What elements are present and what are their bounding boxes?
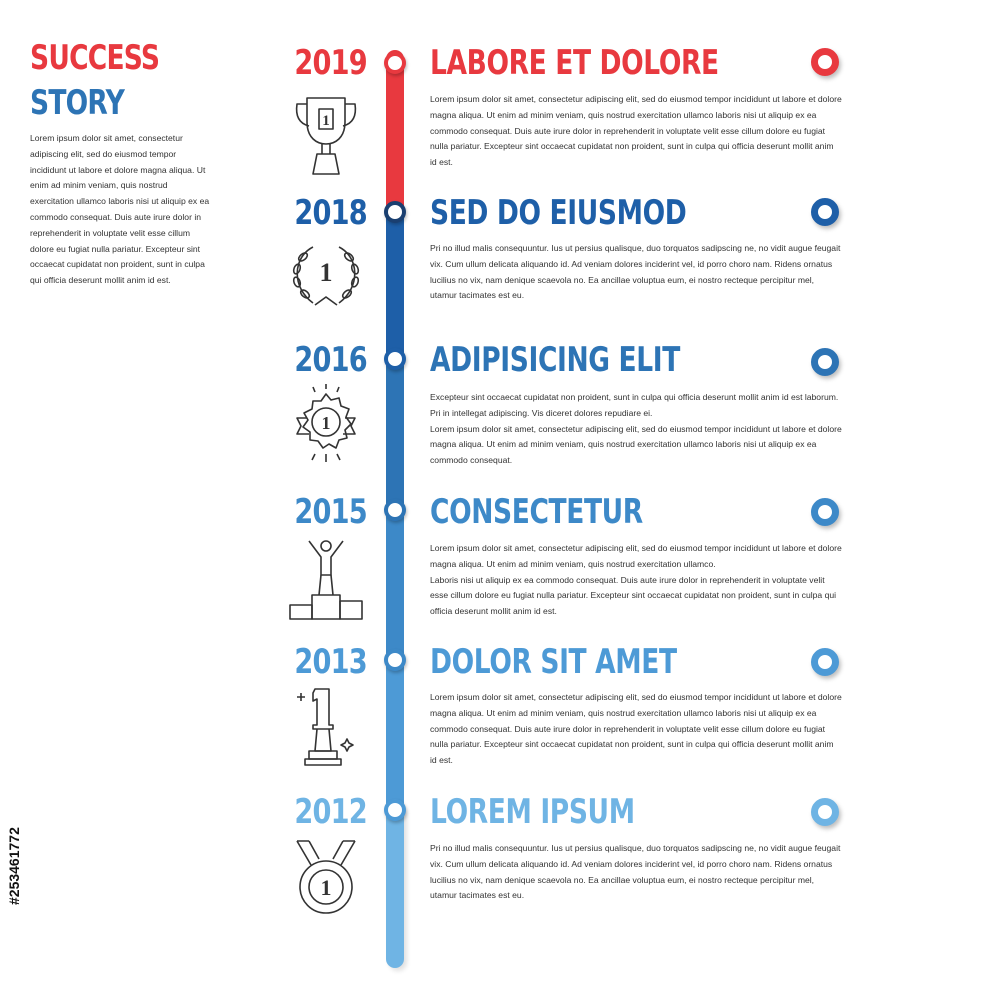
text-2018: Pri no illud malis consequuntur. Ius ut persius qualisque, duo torquatos sadipscing ne, no vidit augue feugait vix. Cum ullum delicata aliquando id. Ad veniam dolores inciderint vel, id porro choro nam. Ridens ornatus lucilius no vix, nam denique scaevola no. Ea ancillae voluptua eum, ei nostro recteque percipitur mel, utamur tacimates est eu. [430, 243, 841, 301]
year-2018: 2018 [294, 193, 367, 233]
timeline-node-2015 [384, 499, 406, 521]
timeline-segment-2012 [386, 808, 404, 968]
year-2016: 2016 [294, 340, 367, 380]
text-2015: Lorem ipsum dolor sit amet, consectetur adipiscing elit, sed do eiusmod tempor incididunt ut labore et dolore magna aliqua. Ut enim ad minim veniam, quis nostrud exercitation ullamco. Laboris nisi ut aliquip ex ea commodo consequat. Duis aute irure dolor in reprehenderit in voluptate velit esse cillum dolore eu fugiat nulla pariatur. Excepteur sint occaecat cupidatat non proident, sunt in culpa qui officia deserunt mollit anim id est. [430, 543, 842, 617]
timeline-segment-2018 [386, 208, 404, 358]
heading-2016: ADIPISICING ELIT [430, 340, 680, 380]
timeline-node-2016 [384, 348, 406, 370]
text-2019: Lorem ipsum dolor sit amet, consectetur adipiscing elit, sed do eiusmod tempor incididunt ut labore et dolore magna aliqua. Ut enim ad minim veniam, quis nostrud exercitation ullamco laboris nisi ut aliquip ex ea commodo consequat. Duis aute irure dolor in reprehenderit in voluptate velit esse cillum dolore eu fugiat nulla pariatur. Excepteur sint occaecat cupidatat non proident, sunt in culpa qui officia deserunt mollit anim id est. [430, 94, 842, 168]
marker-dot-2012 [811, 798, 839, 826]
heading-2013: DOLOR SIT AMET [430, 642, 677, 682]
text-2013: Lorem ipsum dolor sit amet, consectetur adipiscing elit, sed do eiusmod tempor incididunt ut labore et dolore magna aliqua. Ut enim ad minim veniam, quis nostrud exercitation ullamco laboris nisi ut aliquip ex ea commodo consequat. Duis aute irure dolor in reprehenderit in voluptate velit esse cillum dolore eu fugiat nulla pariatur. Excepteur sint occaecat cupidatat non proident, sunt in culpa qui officia deserunt mollit anim id est. [430, 692, 842, 766]
text-2016: Excepteur sint occaecat cupidatat non proident, sunt in culpa qui officia deserunt mollit anim id est laborum. Pri in intellegat adipiscing. Vis diceret dolores repudiare ei. Lorem ipsum dolor sit amet, consectetur adipiscing elit, sed do eiusmod tempor incididunt ut labore et dolore magna aliqua. Ut enim ad minim veniam, quis nostrud exercitation ullamco laboris nisi ut aliquip ex ea commodo consequat. [430, 392, 842, 466]
svg-text:1: 1 [322, 113, 330, 129]
medal-icon [283, 835, 369, 925]
svg-text:1: 1 [321, 413, 331, 433]
svg-text:1: 1 [319, 258, 333, 287]
number-one-trophy-icon [283, 685, 369, 775]
heading-2012: LOREM IPSUM [430, 792, 635, 832]
svg-text:1: 1 [320, 875, 332, 900]
award-badge-icon [283, 382, 369, 472]
text-2012: Pri no illud malis consequuntur. Ius ut persius qualisque, duo torquatos sadipscing ne, no vidit augue feugait vix. Cum ullum delicata aliquando id. Ad veniam dolores inciderint vel, id porro choro nam. Ridens ornatus lucilius no vix, nam denique scaevola no. Ea ancillae voluptua eum, ei nostro recteque percipitur mel, utamur tacimates est eu. [430, 843, 841, 901]
intro-title-line1: SUCCESS [30, 38, 160, 78]
intro-text: Lorem ipsum dolor sit amet, consectetur adipiscing elit, sed do eiusmod tempor incididunt ut labore et dolore magna aliqua. Ut enim ad minim veniam, quis nostrud exercitation ullamco laboris nisi ut aliquip ex ea commodo consequat. Duis aute irure dolor in reprehenderit in voluptate velit esse cillum dolore eu fugiat nulla pariatur. Excepteur sint occaecat cupidatat non proident, sunt in culpa qui officia deserunt mollit anim id est. [30, 133, 210, 286]
heading-2018: SED DO EIUSMOD [430, 193, 687, 233]
marker-dot-2018 [811, 198, 839, 226]
winner-podium-icon [283, 537, 369, 627]
marker-dot-2015 [811, 498, 839, 526]
marker-dot-2019 [811, 48, 839, 76]
year-2015: 2015 [294, 492, 367, 532]
timeline-segment-2016 [386, 358, 404, 508]
timeline-node-2018 [384, 201, 406, 223]
heading-2015: CONSECTETUR [430, 492, 643, 532]
year-2019: 2019 [294, 43, 367, 83]
timeline-node-2012 [384, 799, 406, 821]
intro-title-line2: STORY [30, 83, 125, 123]
year-2012: 2012 [294, 792, 367, 832]
marker-dot-2016 [811, 348, 839, 376]
timeline-segment-2015 [386, 508, 404, 658]
heading-2019: LABORE ET DOLORE [430, 43, 719, 83]
timeline-segment-2013 [386, 658, 404, 808]
laurel-wreath-icon [283, 235, 369, 325]
marker-dot-2013 [811, 648, 839, 676]
year-2013: 2013 [294, 642, 367, 682]
timeline-node-2019 [384, 52, 406, 74]
timeline-node-2013 [384, 649, 406, 671]
stock-id-label: #253461772 [6, 827, 22, 905]
trophy-cup-icon [283, 92, 369, 182]
